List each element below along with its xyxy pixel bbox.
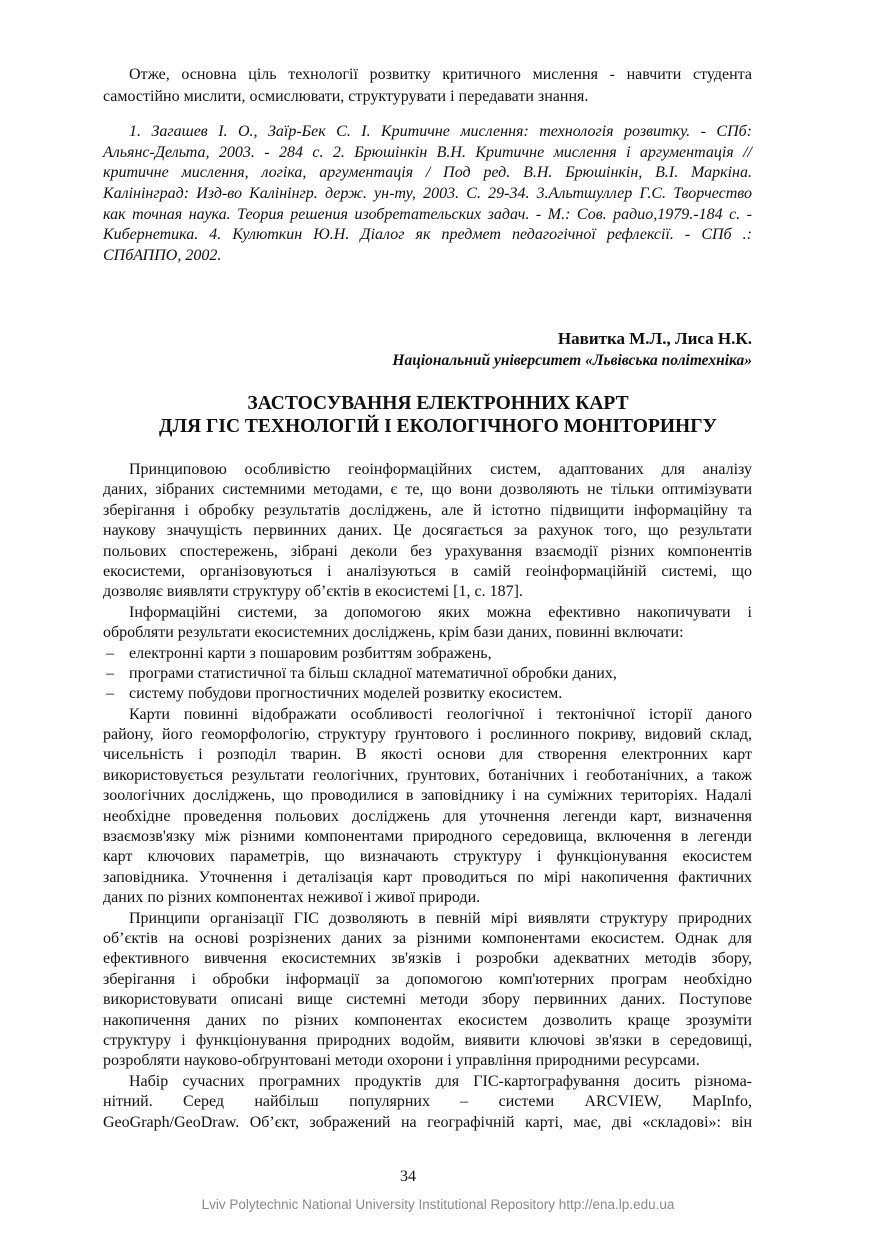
text-line: накопичення даних по різних компонентах екосистем дозволить краще зрозуміти — [103, 1011, 752, 1029]
text-line: критичне мислення, логіка, аргументація / Под ред. В.Н. Брюшінкін, В.І. Маркіна. — [103, 164, 752, 182]
text-line: використовувати описані вище системні методи збору первинних даних. Поступове — [103, 991, 752, 1009]
text-line: структуру і функціонування природних водойм, виявити ключові зв'язки в середовищі, — [103, 1031, 752, 1049]
text-line: Принциповою особливістю геоінформаційних систем, адаптованих для аналізу — [129, 461, 752, 478]
dash-bullet-icon: – — [106, 685, 114, 703]
bullet-text: електронні карти з пошаровим розбиттям зображень, — [129, 644, 492, 662]
bullet-item — [103, 684, 752, 704]
text-line: Альянс-Дельта, 2003. - 284 с. 2. Брюшінкін В.Н. Критичне мислення і аргументація // — [103, 143, 752, 161]
article-title-line-2: ДЛЯ ГІС ТЕХНОЛОГІЙ І ЕКОЛОГІЧНОГО МОНІТОРИНГУ — [159, 416, 717, 437]
text-line: Карти повинні відображати особливості геологічної і тектонічної історії даного — [129, 705, 752, 723]
text-line: дозволяє виявляти структуру об’єктів в екосистемі [1, с. 187]. — [103, 583, 523, 601]
bullet-item — [103, 644, 752, 664]
text-line: карт ключових параметрів, що визначають структуру і функціонування екосистем — [103, 848, 752, 866]
text-line: Кибернетика. 4. Кулюткин Ю.Н. Діалог як предмет педагогічної рефлексії. - СПб .: — [103, 226, 752, 244]
text-line: використовується результати геологічних, ґрунтових, ботанічних і геоботанічних, а також — [103, 766, 752, 784]
text-line: даних по різних компонентах неживої і живої природи. — [103, 889, 481, 907]
text-line: Набір сучасних програмних продуктів для ГІС-картографування досить різнома- — [129, 1072, 752, 1090]
text-line: взаємозв'язку між різними компонентами природного середовища, включення в легенди — [103, 828, 752, 846]
text-line: польових спостережень, зібрані деколи без урахування взаємодії різних компонентів — [103, 542, 752, 560]
text-line: зберігання і обробки інформації за допомогою комп'ютерних програм необхідно — [103, 970, 752, 988]
page-number: 34 — [400, 1168, 416, 1185]
article-title-line-1: ЗАСТОСУВАННЯ ЕЛЕКТРОННИХ КАРТ — [247, 393, 629, 414]
intro-paragraph — [103, 64, 752, 108]
body-paragraph — [103, 1072, 752, 1133]
text-line: 1. Загашев І. О., Заїр-Бек С. І. Критичне мислення: технологія розвитку. - СПб: — [129, 123, 752, 140]
dash-bullet-icon: – — [106, 644, 114, 662]
article-authors: Навитка М.Л., Лиса Н.К. — [557, 329, 752, 348]
text-line: заповідника. Уточнення і деталізація карт проводиться по мірі накопичення фактичних — [103, 868, 752, 886]
text-line: Отже, основна ціль технології розвитку критичного мислення - навчити студента — [129, 66, 752, 83]
text-line: нітний. Серед найбільш популярних – системи ARCVIEW, MapInfo, — [103, 1093, 752, 1111]
text-line: как точная наука. Теория решения изобретательских задач. - М.: Сов. радио,1979.-184 с. - — [103, 205, 752, 223]
text-line: району, його геоморфологію, структуру ґрунтового і рослинного покриву, видовий склад, — [103, 726, 752, 744]
text-line: розробляти науково-обґрунтовані методи охорони і управління природними ресурсами. — [103, 1052, 700, 1070]
body-paragraph — [103, 603, 752, 644]
text-line: обробляти результати екосистемних досліджень, крім бази даних, повинні включати: — [103, 624, 684, 642]
reference-list — [103, 122, 752, 267]
text-line: екосистеми, організовуються і аналізуються в самій геоінформаційній системі, що — [103, 562, 752, 580]
body-paragraph — [103, 460, 752, 603]
text-line: наукову значущість первинних даних. Це досягається за рахунок того, що результати — [103, 522, 752, 540]
body-paragraph — [103, 909, 752, 1072]
text-line: самостійно мислити, осмислювати, структурувати і передавати знання. — [103, 88, 589, 105]
bullet-text: програми статистичної та більш складної математичної обробки даних, — [129, 664, 617, 682]
text-line: зберігання і обробку результатів досліджень, але й істотно підвищити інформаційну та — [103, 501, 752, 519]
text-line: Інформаційні системи, за допомогою яких можна ефективно накопичувати і — [129, 603, 752, 621]
text-line: зоологічних досліджень, що проводилися в заповіднику і на суміжних територіях. Надалі — [103, 787, 752, 805]
text-line: Калінінград: Изд-во Калінінгр. держ. ун-ту, 2003. С. 29-34. 3.Альтшуллер Г.С. Творчество — [103, 185, 752, 203]
body-paragraph — [103, 705, 752, 909]
text-line: даних, зібраних системними методами, є те, що вони дозволяють не тільки оптимізувати — [103, 481, 752, 499]
text-line: GeoGraph/GeoDraw. Об’єкт, зображений на географічній карті, має, дві «складові»: він — [103, 1113, 752, 1131]
repository-footer: Lviv Polytechnic National University Institutional Repository http://ena.lp.edu.ua — [201, 1197, 675, 1212]
bullet-text: систему побудови прогностичних моделей розвитку екосистем. — [129, 685, 563, 703]
article-body — [103, 460, 752, 1133]
text-line: об’єктів на основі розрізнених даних за різними компонентами екосистем. Однак для — [103, 929, 752, 947]
text-line: Принципи організації ГІС дозволяють в певній мірі виявляти структуру природних — [129, 909, 752, 927]
text-line: СПбАППО, 2002. — [103, 247, 222, 265]
dash-bullet-icon: – — [106, 664, 114, 682]
text-line: чисельність і розподіл тварин. В якості основи для створення електронних карт — [103, 746, 752, 764]
bullet-item — [103, 664, 752, 684]
article-affiliation: Національний університет «Львівська політехніка» — [392, 352, 752, 369]
text-line: необхідне проведення польових досліджень для уточнення легенди карт, визначення — [103, 807, 752, 825]
text-line: ефективного вивчення екосистемних зв'язків і розробки адекватних методів збору, — [103, 950, 752, 968]
